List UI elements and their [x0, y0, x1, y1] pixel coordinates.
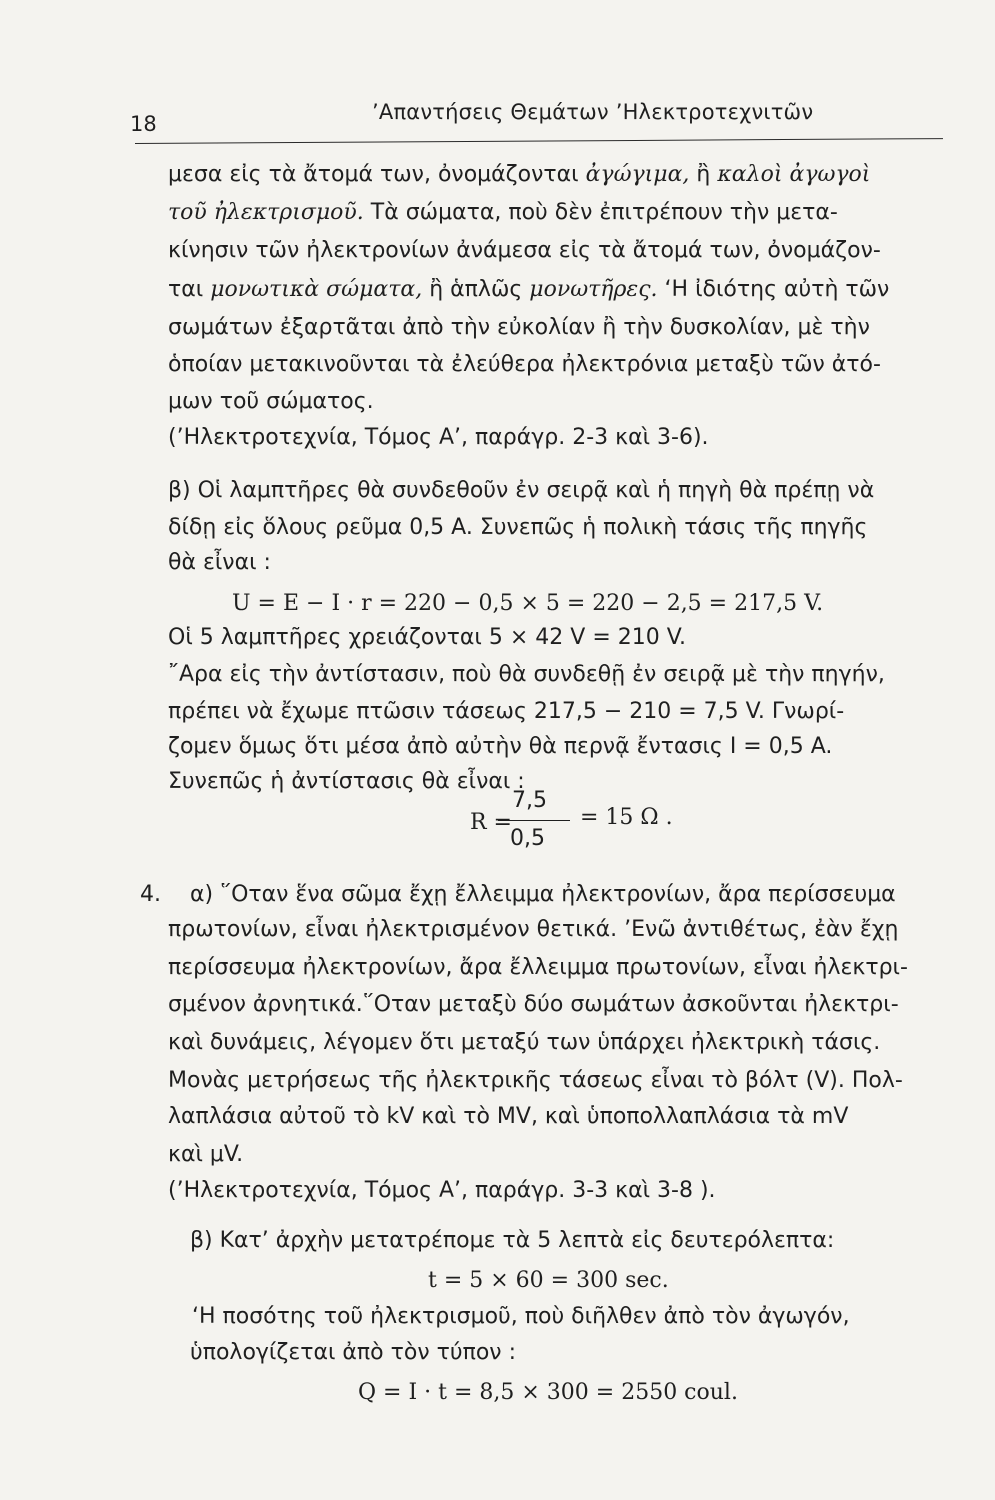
equation: t = 5 × 60 = 300 sec.	[428, 1268, 669, 1293]
text-line: ται μονωτικὰ σώματα, ἢ ἁπλῶς μονωτῆρες. ‘Η ἰδιότης αὐτὴ τῶν	[168, 277, 890, 302]
text-line: Συνεπῶς ἡ ἀντίστασις θὰ εἶναι :	[168, 769, 525, 794]
text-line: θὰ εἶναι :	[168, 550, 271, 575]
text-line: καὶ μV.	[168, 1142, 244, 1167]
text-line: δίδῃ εἰς ὅλους ρεῦμα 0,5 A. Συνεπῶς ἡ πολικὴ τάσις τῆς πηγῆς	[168, 515, 868, 540]
text-line: ‘Η ποσότης τοῦ ἠλεκτρισμοῦ, ποὺ διῆλθεν ἀπὸ τὸν ἀγωγόν,	[192, 1304, 850, 1329]
fraction-rhs: = 15 Ω .	[580, 805, 673, 830]
running-title: ’Απαντήσεις Θεμάτων ’Ηλεκτροτεχνιτῶν	[372, 100, 814, 124]
text-line: σωμάτων ἐξαρτᾶται ἀπὸ τὴν εὐκολίαν ἢ τὴν δυσκολίαν, μὲ τὴν	[168, 315, 870, 340]
reference-line: (’Ηλεκτροτεχνία, Τόμος Α’, παράγρ. 3-3 καὶ 3-8 ).	[168, 1178, 716, 1203]
header-rule	[135, 138, 943, 144]
text-line: ῎Αρα εἰς τὴν ἀντίστασιν, ποὺ θὰ συνδεθῇ ἐν σειρᾷ μὲ τὴν πηγήν,	[168, 662, 885, 687]
fraction-lhs: R =	[470, 810, 512, 835]
text-line: πρωτονίων, εἶναι ἠλεκτρισμένον θετικά. ’Ενῶ ἀντιθέτως, ἐὰν ἔχῃ	[168, 917, 899, 942]
text-line: καὶ δυνάμεις, λέγομεν ὅτι μεταξύ των ὑπάρχει ἠλεκτρικὴ τάσις.	[168, 1030, 881, 1055]
page-number: 18	[130, 112, 157, 136]
text-line: μων τοῦ σώματος.	[168, 389, 374, 414]
text-line: πρέπει νὰ ἔχωμε πτῶσιν τάσεως 217,5 − 210 = 7,5 V. Γνωρί-	[168, 699, 845, 724]
fraction-denominator: 0,5	[510, 826, 545, 851]
text-line: λαπλάσια αὐτοῦ τὸ kV καὶ τὸ MV, καὶ ὑποπολλαπλάσια τὰ mV	[168, 1104, 849, 1129]
text-line: β) Κατ’ ἀρχὴν μετατρέπομε τὰ 5 λεπτὰ εἰς δευτερόλεπτα:	[190, 1228, 835, 1253]
text-line: κίνησιν τῶν ἠλεκτρονίων ἀνάμεσα εἰς τὰ ἄτομά των, ὀνομάζον-	[168, 238, 881, 263]
text-line: ὁποίαν μετακινοῦνται τὰ ἐλεύθερα ἠλεκτρόνια μεταξὺ τῶν ἀτό-	[168, 352, 881, 377]
fraction-numerator: 7,5	[512, 788, 547, 813]
text-line: τοῦ ἠλεκτρισμοῦ. Τὰ σώματα, ποὺ δὲν ἐπιτρέπουν τὴν μετα-	[168, 200, 838, 225]
text-line: β) Οἱ λαμπτῆρες θὰ συνδεθοῦν ἐν σειρᾷ καὶ ἡ πηγὴ θὰ πρέπῃ νὰ	[168, 478, 875, 503]
fraction-bar	[498, 820, 570, 821]
text-line: Οἱ 5 λαμπτῆρες χρειάζονται 5 × 42 V = 210 V.	[168, 625, 686, 650]
text-line: περίσσευμα ἠλεκτρονίων, ἄρα ἔλλειμμα πρωτονίων, εἶναι ἠλεκτρι-	[168, 955, 908, 980]
question-number: 4.	[140, 882, 161, 907]
text-line: Μονὰς μετρήσεως τῆς ἠλεκτρικῆς τάσεως εἶναι τὸ βόλτ (V). Πολ-	[168, 1068, 903, 1093]
text-line: ὑπολογίζεται ἀπὸ τὸν τύπον :	[190, 1340, 516, 1365]
text-line: ζομεν ὅμως ὅτι μέσα ἀπὸ αὐτὴν θὰ περνᾷ ἔντασις I = 0,5 A.	[168, 734, 833, 759]
reference-line: (’Ηλεκτροτεχνία, Τόμος Α’, παράγρ. 2-3 καὶ 3-6).	[168, 425, 709, 450]
text-line: μεσα εἰς τὰ ἄτομά των, ὀνομάζονται ἀγώγιμα, ἢ καλοὶ ἀγωγοὶ	[168, 162, 871, 187]
text-line: α) ῞Οταν ἕνα σῶμα ἔχῃ ἔλλειμμα ἠλεκτρονίων, ἄρα περίσσευμα	[190, 882, 896, 907]
text-line: σμένον ἀρνητικά.῞Οταν μεταξὺ δύο σωμάτων ἀσκοῦνται ἠλεκτρι-	[168, 992, 899, 1017]
equation: Q = I · t = 8,5 × 300 = 2550 coul.	[358, 1380, 738, 1405]
equation: U = E − I · r = 220 − 0,5 × 5 = 220 − 2,5 = 217,5 V.	[232, 591, 824, 616]
